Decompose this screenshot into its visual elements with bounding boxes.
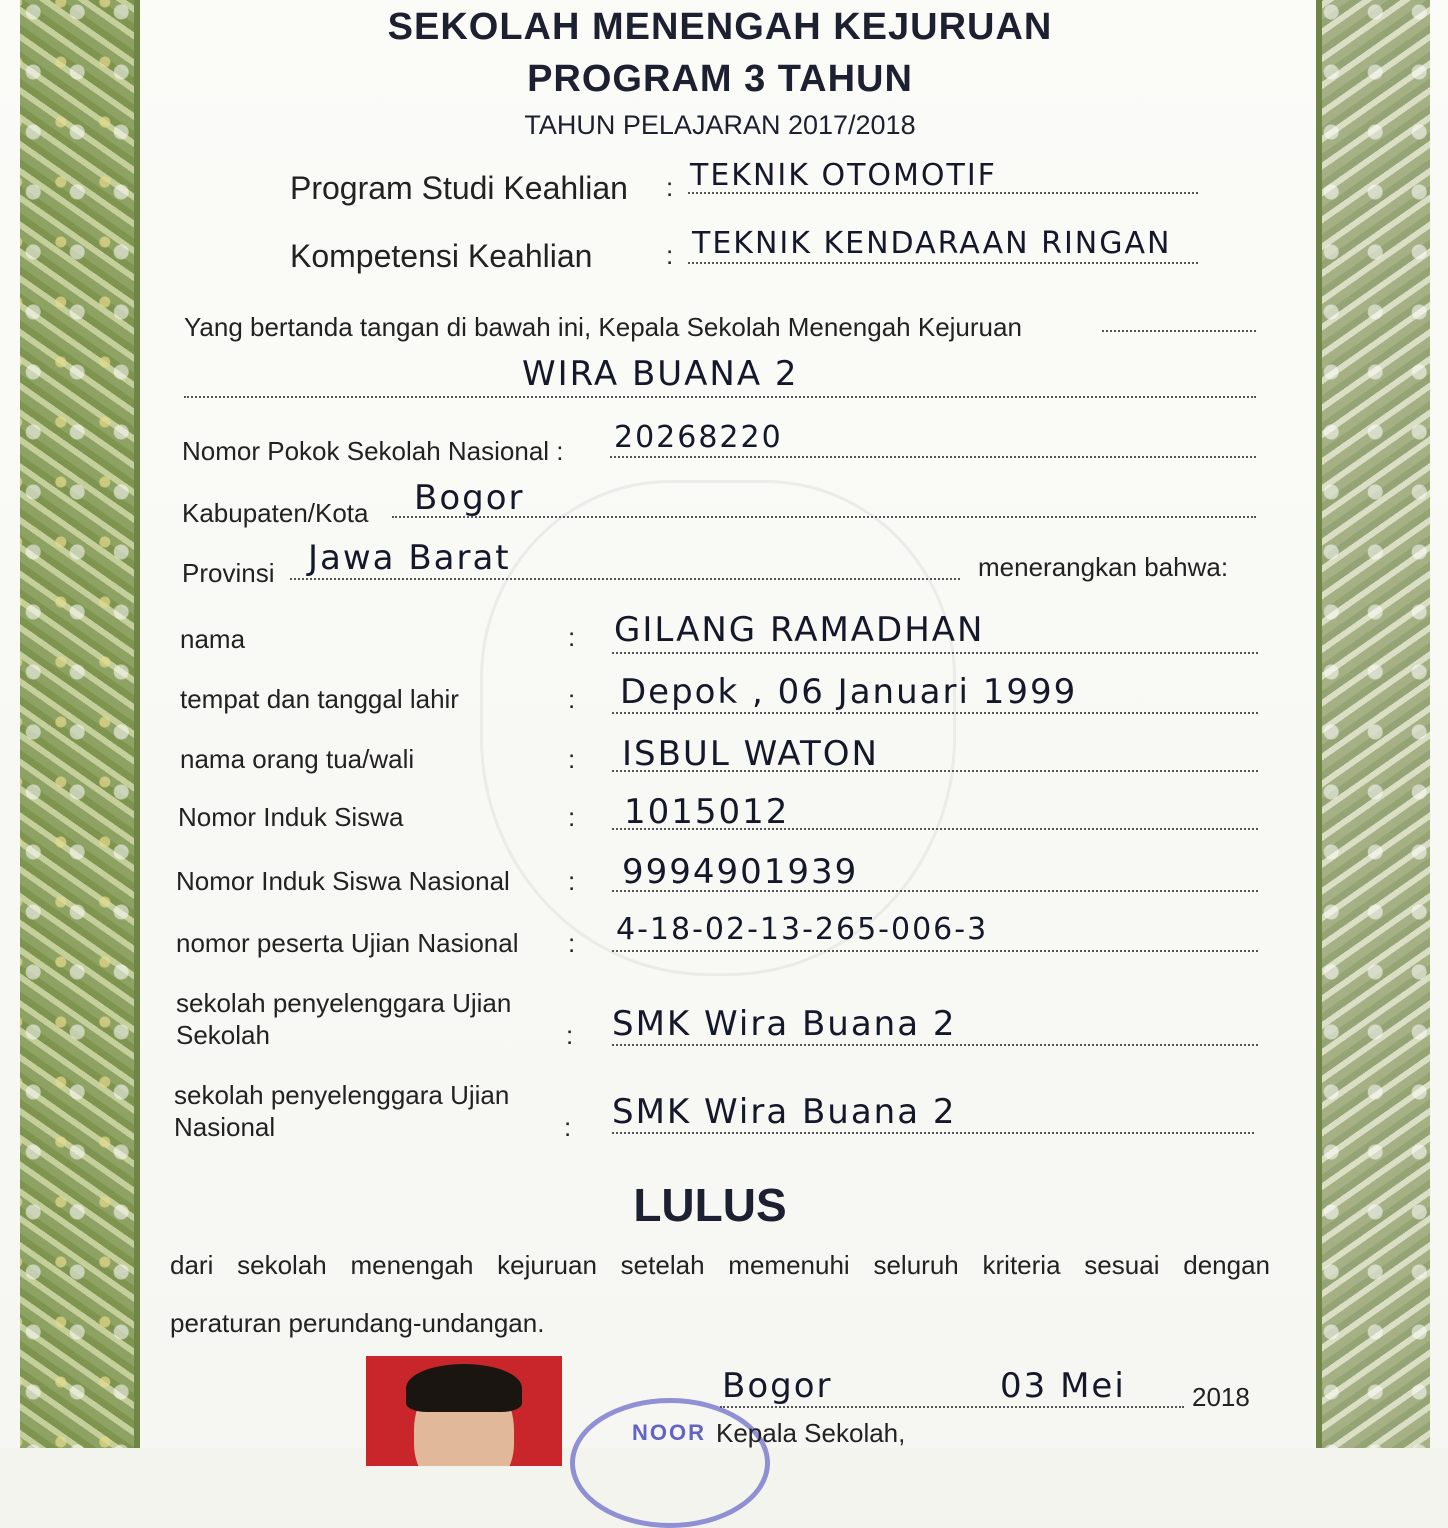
kompetensi-dotline [688,262,1198,264]
npsn-dotline [610,456,1256,458]
result-paragraph-line1: dari sekolah menengah kejuruan setelah memenuhi seluruh kriteria sesuai dengan [170,1250,1270,1280]
nama-value: GILANG RAMADHAN [614,610,985,650]
ujian-nasional-label-2: Nasional [174,1112,276,1142]
school-type-heading: SEKOLAH MENENGAH KEJURUAN [387,6,1053,48]
orang-tua-value: ISBUL WATON [622,734,879,774]
peserta-un-label: nomor peserta Ujian Nasional [176,928,519,958]
program-studi-label: Program Studi Keahlian [290,170,628,206]
nisn-value: 9994901939 [622,852,859,892]
ujian-nasional-colon: : [564,1112,572,1142]
signature-year: 2018 [1192,1382,1250,1412]
stamp-text: NOOR [632,1420,706,1445]
ujian-sekolah-colon: : [566,1020,574,1050]
nis-colon: : [568,802,576,832]
ujian-sekolah-label-2: Sekolah [176,1020,270,1050]
kabupaten-value: Bogor [414,478,525,518]
lulus-status: LULUS [633,1179,787,1231]
ujian-nasional-value: SMK Wira Buana 2 [612,1092,957,1132]
program-heading: PROGRAM 3 TAHUN [527,58,913,100]
peserta-un-colon: : [568,928,576,958]
program-studi-value: TEKNIK OTOMOTIF [690,158,997,193]
student-photo [366,1356,562,1466]
nama-label: nama [180,624,246,654]
ujian-sekolah-value: SMK Wira Buana 2 [612,1004,957,1044]
ujian-sekolah-label-1: sekolah penyelenggara Ujian [176,988,512,1018]
provinsi-dotline [290,578,960,580]
signature-city: Bogor [722,1366,833,1406]
signature-date-dotline [720,1406,1184,1408]
kepala-sekolah-title: Kepala Sekolah, [716,1418,906,1448]
ttl-colon: : [568,684,576,714]
provinsi-label: Provinsi [182,558,275,588]
nis-value: 1015012 [624,792,790,832]
school-name-dotline [184,396,1256,398]
nama-dotline [612,652,1258,654]
academic-year-heading: TAHUN PELAJARAN 2017/2018 [524,110,916,140]
orang-tua-colon: : [568,744,576,774]
intro-dotline [1102,330,1256,332]
nisn-colon: : [568,866,576,896]
decorative-border-right [1318,0,1430,1448]
kompetensi-colon: : [666,240,674,270]
nama-colon: : [568,622,576,652]
peserta-un-dotline [612,950,1258,952]
kompetensi-value: TEKNIK KENDARAAN RINGAN [692,226,1172,261]
signature-date: 03 Mei [1000,1366,1126,1406]
ujian-nasional-label-1: sekolah penyelenggara Ujian [174,1080,510,1110]
menerangkan-text: menerangkan bahwa: [978,552,1229,582]
ttl-value: Depok , 06 Januari 1999 [620,672,1078,712]
orang-tua-label: nama orang tua/wali [180,744,415,774]
npsn-label: Nomor Pokok Sekolah Nasional : [182,436,564,466]
student-hair [406,1364,522,1412]
school-name-value: WIRA BUANA 2 [522,354,799,394]
npsn-value: 20268220 [614,420,783,455]
provinsi-value: Jawa Barat [308,538,511,578]
nisn-label: Nomor Induk Siswa Nasional [176,866,510,896]
ujian-nasional-dotline [612,1132,1254,1134]
decorative-border-left [20,0,138,1448]
nis-label: Nomor Induk Siswa [178,802,404,832]
ttl-label: tempat dan tanggal lahir [180,684,459,714]
ttl-dotline [612,712,1258,714]
result-paragraph-line2: peraturan perundang-undangan. [170,1308,545,1338]
kabupaten-label: Kabupaten/Kota [182,498,369,528]
intro-text: Yang bertanda tangan di bawah ini, Kepala Sekolah Menengah Kejuruan [184,312,1022,342]
tut-wuri-handayani-watermark-icon [480,480,956,976]
ujian-sekolah-dotline [612,1044,1258,1046]
peserta-un-value: 4-18-02-13-265-006-3 [616,912,989,947]
program-studi-colon: : [666,172,674,202]
kompetensi-label: Kompetensi Keahlian [290,238,593,274]
